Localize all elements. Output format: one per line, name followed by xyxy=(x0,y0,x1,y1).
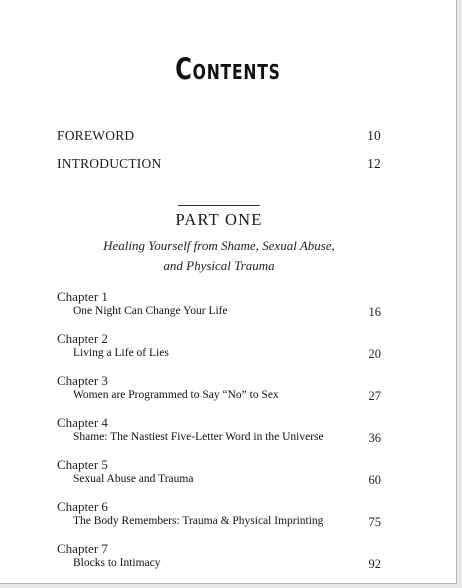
chapter-page: 36 xyxy=(368,431,381,445)
chapter-title: Blocks to Intimacy xyxy=(73,557,161,569)
chapter-title: One Night Can Change Your Life xyxy=(73,305,228,317)
toc-entry-label: INTRODUCTION xyxy=(57,156,162,171)
chapter-page: 92 xyxy=(368,557,381,571)
chapter-label: Chapter 1 xyxy=(57,289,108,304)
chapter-label: Chapter 2 xyxy=(57,331,108,346)
chapter-label: Chapter 4 xyxy=(57,415,108,430)
toc-chapter-3[interactable] xyxy=(57,373,381,415)
toc-entry-label: FOREWORD xyxy=(57,128,135,143)
chapter-page: 16 xyxy=(368,305,381,319)
chapter-label: Chapter 7 xyxy=(57,541,108,556)
chapter-title: The Body Remembers: Trauma & Physical Imprinting xyxy=(73,515,324,527)
chapter-page: 75 xyxy=(368,515,381,529)
chapter-page: 20 xyxy=(368,347,381,361)
toc-chapter-7[interactable] xyxy=(57,541,381,583)
chapter-title: Sexual Abuse and Trauma xyxy=(73,473,194,485)
chapter-title: Living a Life of Lies xyxy=(73,347,169,359)
chapter-page: 27 xyxy=(368,389,381,403)
part-title: PART ONE xyxy=(175,210,263,229)
chapter-label: Chapter 5 xyxy=(57,457,108,472)
part-divider xyxy=(178,205,260,206)
chapter-title: Women are Programmed to Say “No” to Sex xyxy=(73,389,279,401)
page-title: Contents xyxy=(175,52,281,86)
toc-chapter-4[interactable] xyxy=(57,415,381,457)
toc-chapter-5[interactable] xyxy=(57,457,381,499)
toc-entry-page: 10 xyxy=(367,128,381,143)
toc-chapter-6[interactable] xyxy=(57,499,381,541)
toc-chapter-2[interactable] xyxy=(57,331,381,373)
chapter-label: Chapter 3 xyxy=(57,373,108,388)
chapter-title: Shame: The Nastiest Five-Letter Word in the Universe xyxy=(73,431,324,443)
chapter-page: 60 xyxy=(368,473,381,487)
part-subtitle-line-1: Healing Yourself from Shame, Sexual Abuse, xyxy=(103,238,335,253)
toc-chapter-1[interactable] xyxy=(57,289,381,331)
toc-entry-page: 12 xyxy=(367,156,381,171)
part-subtitle-line-2: and Physical Trauma xyxy=(163,258,275,273)
chapter-label: Chapter 6 xyxy=(57,499,108,514)
